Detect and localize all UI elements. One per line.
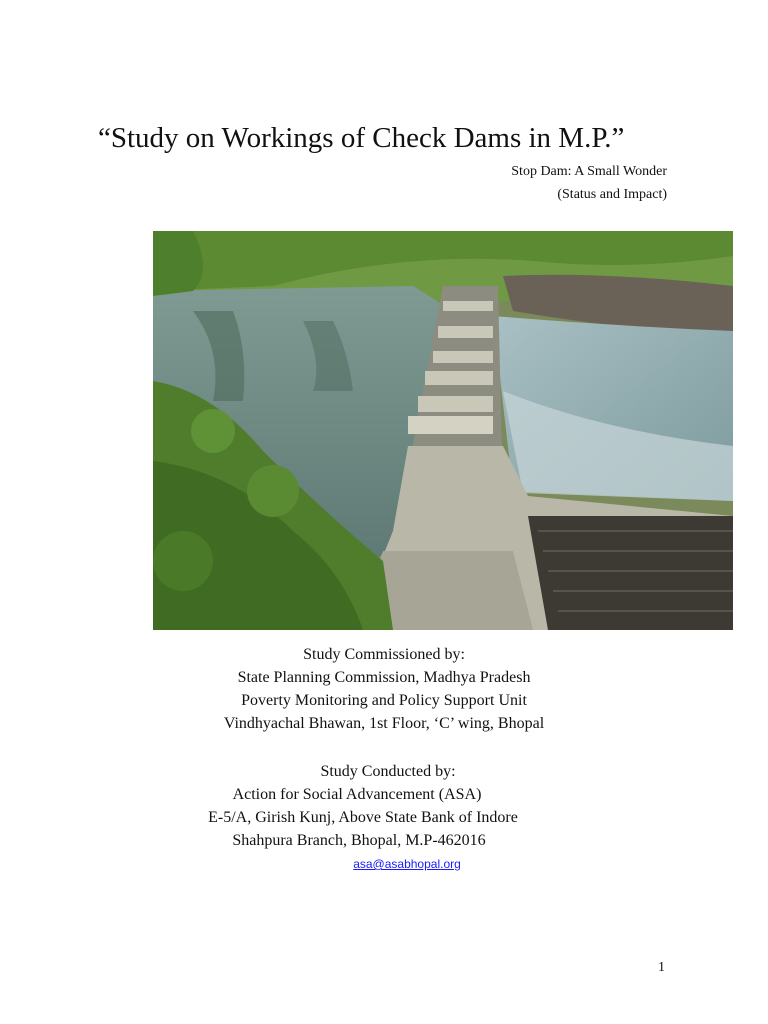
commissioned-line-1: State Planning Commission, Madhya Pradesh [237,669,531,686]
document-title: “Study on Workings of Check Dams in M.P.” [98,122,625,154]
check-dam-photo [153,231,733,630]
commissioned-by-block [0,643,768,735]
conducted-line-1: Action for Social Advancement (ASA) [232,786,482,803]
document-subtitle: Stop Dam: A Small Wonder [511,164,667,179]
conducted-line-3: Shahpura Branch, Bhopal, M.P-462016 [232,832,486,849]
email-line [0,857,768,871]
page-number: 1 [658,960,665,975]
conducted-by-block [0,760,768,852]
conducted-heading: Study Conducted by: [320,763,456,780]
commissioned-heading: Study Commissioned by: [303,646,465,663]
commissioned-line-2: Poverty Monitoring and Policy Support Unit [241,692,527,709]
conducted-line-2: E-5/A, Girish Kunj, Above State Bank of Indore [208,809,518,826]
document-subtitle-status: (Status and Impact) [557,187,667,202]
commissioned-line-3: Vindhyachal Bhawan, 1st Floor, ‘C’ wing, Bhopal [223,715,545,732]
email-link[interactable]: asa@asabhopal.org [353,857,461,871]
